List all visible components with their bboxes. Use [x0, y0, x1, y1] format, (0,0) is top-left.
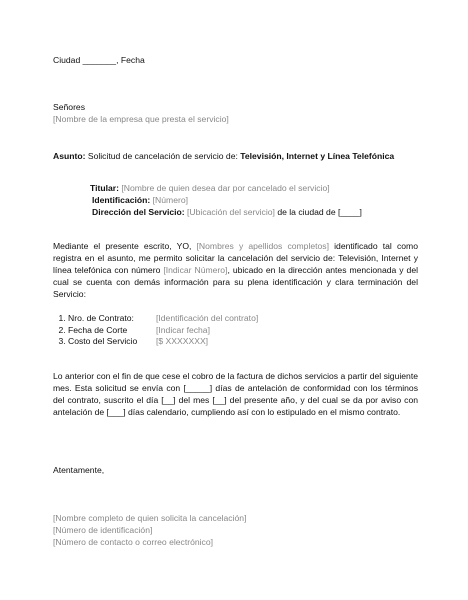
date-label: , Fecha: [116, 55, 145, 65]
address-value: [Ubicación del servicio]: [187, 207, 275, 217]
terms-paragraph: Lo anterior con el fin de que cese el cobro de la factura de dichos servicios a partir del siguiente mes. Esta solicitud se envía con [_____] días de antelación de conformidad con los términos del contrato, suscrito el día [__] del mes [__] del presente año, y del cual se da por aviso con antelación de [___] días calendario, cumpliendo así con lo estipulado en el mismo contrato.: [53, 371, 418, 417]
list-item: 1. Nro. de Contrato: [Identificación del contrato]: [68, 313, 258, 325]
signature-contact: [Número de contacto o correo electrónico]: [53, 537, 214, 547]
titular-value: [Nombre de quien desea dar por cancelado el servicio]: [121, 183, 330, 193]
subject-label: Asunto:: [53, 151, 86, 161]
company-placeholder: [Nombre de la empresa que presta el servicio]: [53, 114, 229, 124]
greeting: Señores: [53, 102, 86, 112]
identification-value: [Número]: [152, 195, 188, 205]
list-item: 3. Costo del Servicio [$ XXXXXXX]: [68, 336, 258, 348]
list-item: 2. Fecha de Corte [Indicar fecha]: [68, 325, 258, 337]
subject-line: [53, 150, 394, 162]
city-blank: _______: [82, 55, 117, 65]
signature-id: [Número de identificación]: [53, 525, 153, 535]
holder-block: [90, 182, 362, 218]
addressee-block: [53, 101, 229, 125]
city-label: Ciudad: [53, 55, 81, 65]
address-suffix: de la ciudad de [____]: [274, 207, 362, 217]
address-line: [90, 206, 362, 218]
identification-label: Identificación:: [92, 195, 151, 205]
city-date-line: [53, 54, 145, 66]
name-placeholder: [Nombres y apellidos completos]: [196, 241, 329, 251]
subject-text: Solicitud de cancelación de servicio de:: [85, 151, 241, 161]
paragraph1-part3: , ubicado en la dirección antes mencionada y del cual se cuenta con demás información para su plena identificación y clara terminación del Servicio:: [53, 265, 419, 299]
number-placeholder: [Indicar Número]: [163, 265, 228, 275]
request-paragraph: [53, 240, 418, 300]
titular-label: Titular:: [90, 183, 119, 193]
paragraph1-part1: Mediante el presente escrito, YO,: [53, 241, 197, 251]
address-label: Dirección del Servicio:: [92, 207, 185, 217]
identification-line: [90, 194, 362, 206]
signature-block: [53, 512, 246, 548]
signature-name: [Nombre completo de quien solicita la cancelación]: [53, 513, 247, 523]
titular-line: [90, 182, 362, 194]
subject-services: Televisión, Internet y Línea Telefónica: [240, 151, 395, 161]
service-details-list: [52, 313, 258, 348]
paragraph1-part2: identificado tal como registra en el asunto, me permito solicitar la cancelación del servicio de: Televisión, Internet y línea telefónica con número: [53, 241, 418, 275]
closing: Atentamente,: [53, 465, 105, 475]
